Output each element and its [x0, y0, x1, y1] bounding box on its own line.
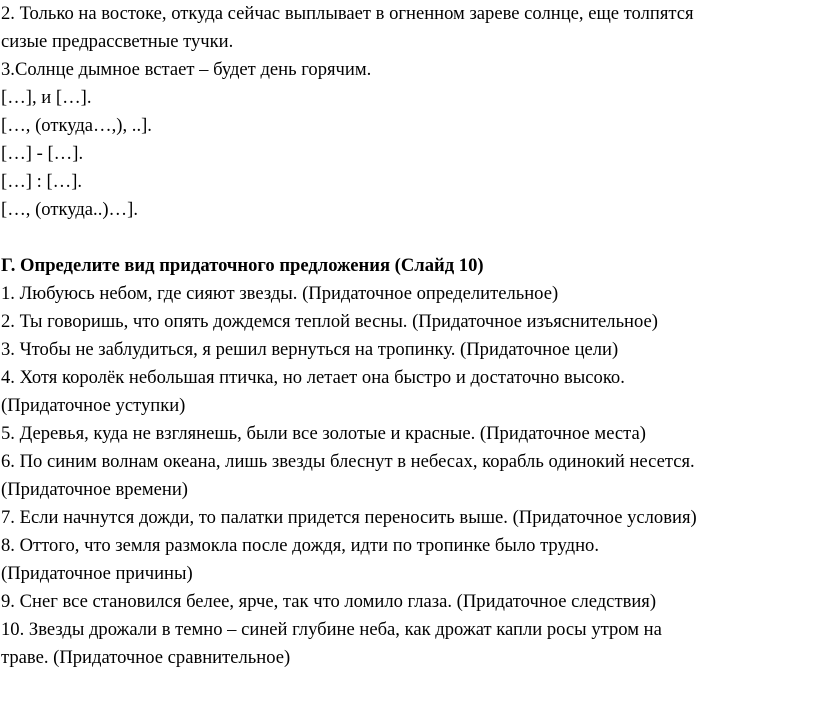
text-line: (Придаточное причины) — [1, 563, 193, 584]
text-line: […] : […]. — [1, 171, 83, 192]
text-line: (Придаточное времени) — [1, 479, 188, 500]
text-line: 6. По синим волнам океана, лишь звезды блеснут в небесах, корабль одинокий несется. — [1, 451, 695, 472]
text-line: сизые предрассветные тучки. — [1, 31, 234, 52]
text-line: 2. Только на востоке, откуда сейчас выплывает в огненном зареве солнце, еще толпятся — [1, 3, 694, 24]
text-line: 3.Солнце дымное встает – будет день горячим. — [1, 59, 372, 80]
text-line: 4. Хотя королёк небольшая птичка, но летает она быстро и достаточно высоко. — [1, 367, 625, 388]
text-line: 8. Оттого, что земля размокла после дождя, идти по тропинке было трудно. — [1, 535, 599, 556]
section-heading: Г. Определите вид придаточного предложения (Слайд 10) — [1, 255, 484, 276]
text-line: 3. Чтобы не заблудиться, я решил вернуться на тропинку. (Придаточное цели) — [1, 339, 619, 360]
text-line: […, (откуда…,), ..]. — [1, 115, 152, 136]
text-line: 10. Звезды дрожали в темно – синей глубине неба, как дрожат капли росы утром на — [1, 619, 662, 640]
text-line: 7. Если начнутся дожди, то палатки придется переносить выше. (Придаточное условия) — [1, 507, 697, 528]
text-line: 1. Любуюсь небом, где сияют звезды. (Придаточное определительное) — [1, 283, 559, 304]
text-line: […], и […]. — [1, 87, 92, 108]
text-line: 9. Снег все становился белее, ярче, так что ломило глаза. (Придаточное следствия) — [1, 591, 657, 612]
text-line: 5. Деревья, куда не взглянешь, были все золотые и красные. (Придаточное места) — [1, 423, 646, 444]
text-line: 2. Ты говоришь, что опять дождемся теплой весны. (Придаточное изъяснительное) — [1, 311, 658, 332]
text-line: (Придаточное уступки) — [1, 395, 186, 416]
text-line: […] - […]. — [1, 143, 84, 164]
text-line: траве. (Придаточное сравнительное) — [1, 647, 291, 668]
text-line: […, (откуда..)…]. — [1, 199, 138, 220]
